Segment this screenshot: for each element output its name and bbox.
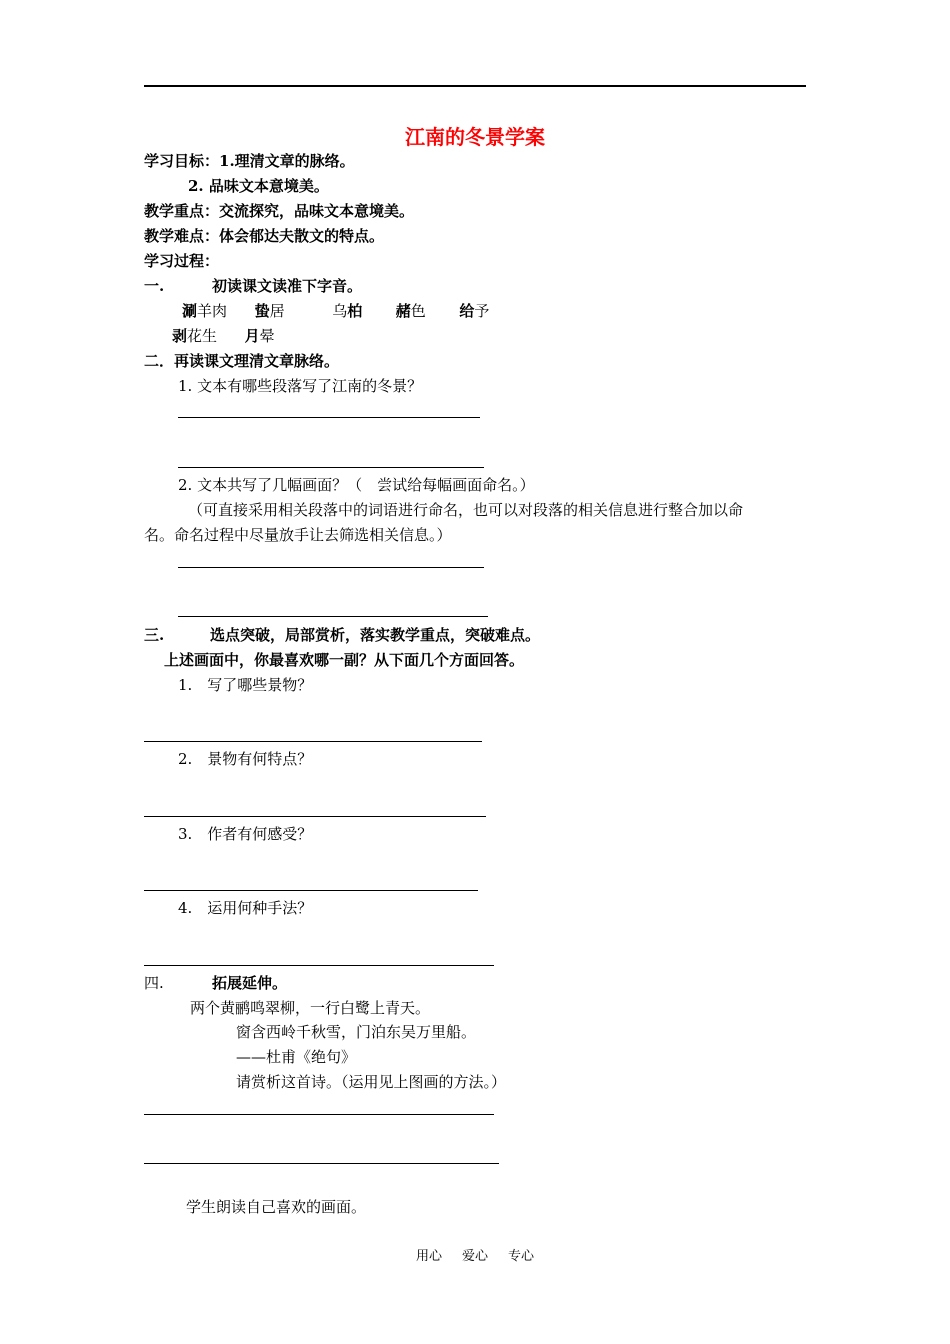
section3-number: 三.: [144, 626, 165, 644]
footer: [0, 1248, 950, 1266]
poem-line-1: 两个黄鹂鸣翠柳，一行白鹭上青天。: [190, 999, 431, 1017]
footer-text: 用心: [415, 1249, 442, 1264]
word-item: 赭色: [395, 302, 426, 320]
key-point: 教学重点：交流探究，品味文本意境美。: [144, 202, 415, 220]
answer-line[interactable]: [144, 1163, 499, 1164]
section3-subheading: 上述画面中，你最喜欢哪一副？从下面几个方面回答。: [164, 651, 525, 669]
objective-1: 1.理清文章的脉络。: [219, 152, 355, 170]
objectives-label: 学习目标：: [144, 152, 220, 170]
answer-line[interactable]: [178, 616, 488, 617]
section2-question-2: 2. 文本共写了几幅画面？（ 尝试给每幅画面命名。）: [178, 476, 535, 494]
answer-line[interactable]: [144, 741, 482, 742]
section4-instruction: 请赏析这首诗。（运用见上图画的方法。）: [236, 1073, 507, 1091]
section2-note-line1: （可直接采用相关段落中的词语进行命名，也可以对段落的相关信息进行整合加以命: [188, 501, 744, 519]
answer-line[interactable]: [178, 417, 480, 418]
footer-text: 专心: [508, 1249, 535, 1264]
word-item: 乌柏: [332, 302, 363, 320]
section2-question-1: 1. 文本有哪些段落写了江南的冬景？: [178, 377, 423, 395]
answer-line[interactable]: [178, 567, 484, 568]
answer-line[interactable]: [178, 467, 484, 468]
section1-heading: 初读课文读准下字音。: [212, 277, 363, 295]
section3-heading: 选点突破，局部赏析，落实教学重点，突破难点。: [210, 626, 541, 644]
section4-number: 四.: [144, 974, 164, 992]
word-item: 剥花生: [172, 327, 218, 345]
objectives: [144, 151, 355, 171]
answer-line[interactable]: [144, 965, 494, 966]
answer-line[interactable]: [144, 890, 478, 891]
objective-2: 2. 品味文本意境美。: [188, 177, 329, 195]
poem-attribution: ——杜甫《绝句》: [236, 1048, 357, 1066]
section2-note-line2: 名。命名过程中尽量放手让去筛选相关信息。）: [144, 526, 452, 544]
section1-number: 一.: [144, 277, 165, 295]
section3-question-4: 4. 运用何种手法？: [178, 899, 313, 917]
footer-text: 爱心: [461, 1249, 488, 1264]
answer-line[interactable]: [144, 816, 486, 817]
word-item: 蛰居: [254, 302, 285, 320]
header-rule: [144, 85, 806, 87]
section3-question-2: 2. 景物有何特点？: [178, 750, 313, 768]
word-item: 给予: [459, 302, 490, 320]
word-list-row1: [182, 301, 489, 321]
closing-text: 学生朗读自己喜欢的画面。: [186, 1198, 367, 1216]
section2-heading: 二．再读课文理清文章脉络。: [144, 352, 340, 370]
difficulty: 教学难点：体会郁达夫散文的特点。: [144, 227, 385, 245]
answer-line[interactable]: [144, 1114, 494, 1115]
poem-line-2: 窗含西岭千秋雪，门泊东吴万里船。: [236, 1023, 477, 1041]
word-item: 涮羊肉: [182, 302, 228, 320]
word-list-row2: [172, 326, 275, 346]
page-title: 江南的冬景学案: [405, 125, 545, 149]
section4-heading: 拓展延伸。: [212, 974, 288, 992]
section3-question-1: 1. 写了哪些景物？: [178, 676, 313, 694]
word-item: 月晕: [244, 327, 275, 345]
section3-question-3: 3. 作者有何感受？: [178, 825, 313, 843]
process-label: 学习过程：: [144, 252, 220, 270]
